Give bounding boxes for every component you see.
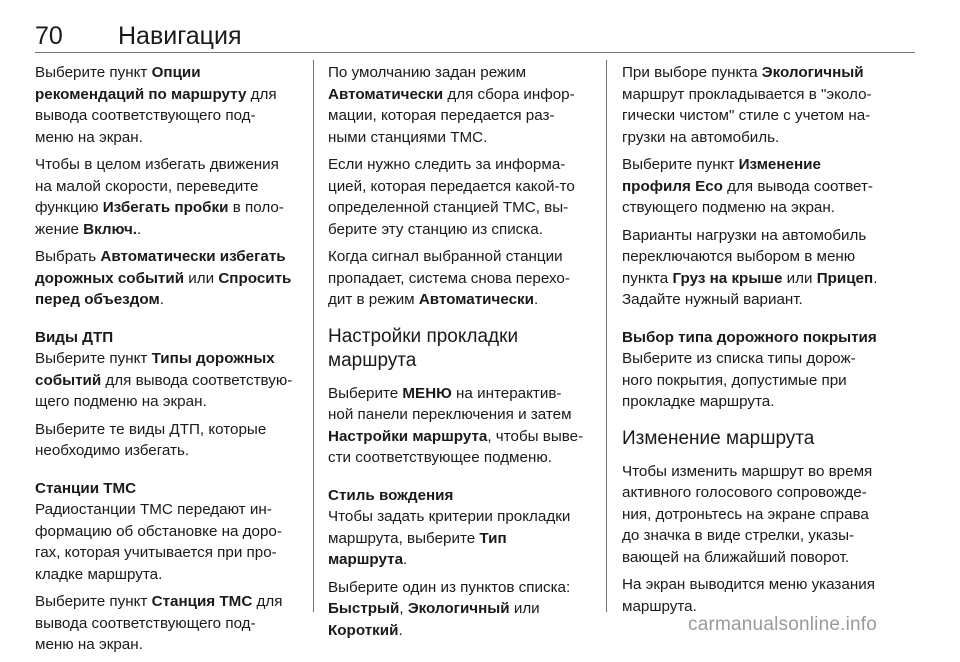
- heading-route-settings: Настройки прокладки маршрута: [328, 325, 519, 371]
- paragraph: Чтобы в целом избегать движения на малой скорости, переведите функцию Избегать пробки в поло- жение Включ..: [35, 156, 284, 238]
- heading-change-route: Изменение маршрута: [622, 427, 815, 449]
- paragraph: Варианты нагрузки на автомобиль переключаются выбором в меню пункта Груз на крыше или Прицеп. Задайте нужный вариант.: [622, 226, 878, 308]
- paragraph: Если нужно следить за информа- цией, которая передается какой-то определенной станцией TMC, вы- берите эту станцию из списка.: [328, 156, 575, 238]
- paragraph: Чтобы изменить маршрут во время активного голосового сопровожде- ния, дотроньтесь на экране справа до значка в виде стрелки, указы- вающей на ближайший поворот.: [622, 462, 873, 566]
- page-header: [35, 22, 915, 52]
- paragraph: При выборе пункта Экологичный маршрут прокладывается в "эколо- гически чистом" стиле с учетом на- грузки на автомобиль.: [622, 64, 872, 146]
- page-number: 70: [35, 22, 63, 50]
- paragraph: Чтобы задать критерии прокладки маршрута, выберите Тип маршрута.: [328, 508, 571, 568]
- section-title: Навигация: [118, 22, 242, 50]
- paragraph: Радиостанции TMC передают ин- формацию об обстановке на доро- гах, которая учитывается при про- кладке маршрута.: [35, 501, 282, 583]
- subheading-incidents: Виды ДТП: [35, 328, 114, 346]
- paragraph: Выбрать Автоматически избегать дорожных событий или Спросить перед объездом.: [35, 248, 292, 308]
- paragraph: Выберите пункт Типы дорожных событий для вывода соответствую- щего подменю на экран.: [35, 350, 293, 410]
- paragraph: По умолчанию задан режим Автоматически для сбора инфор- мации, которая передается раз- ными станциями TMC.: [328, 64, 575, 146]
- column-divider-1: [313, 60, 314, 612]
- paragraph: Выберите пункт Опции рекомендаций по маршруту для вывода соответствующего под- меню на экран.: [35, 64, 277, 146]
- subheading-driving-style: Стиль вождения: [328, 486, 454, 504]
- column-divider-2: [606, 60, 607, 612]
- paragraph: На экран выводится меню указания маршрута.: [622, 576, 875, 615]
- paragraph: Выберите из списка типы дорож- ного покрытия, допустимые при прокладке маршрута.: [622, 350, 856, 410]
- watermark: carmanualsonline.info: [688, 614, 878, 635]
- column-1: [35, 62, 305, 662]
- column-2: [328, 62, 598, 647]
- column-3: [622, 62, 897, 623]
- paragraph: Выберите пункт Изменение профиля Eco для вывода соответ- ствующего подменю на экран.: [622, 156, 873, 216]
- paragraph: Выберите МЕНЮ на интерактив- ной панели переключения и затем Настройки маршрута, чтобы выве- сти соответствующее подменю.: [328, 384, 584, 466]
- paragraph: Выберите один из пунктов списка: Быстрый, Экологичный или Короткий.: [328, 578, 571, 639]
- subheading-road-surface: Выбор типа дорожного покрытия: [622, 328, 877, 346]
- paragraph: Когда сигнал выбранной станции пропадает, система снова перехо- дит в режим Автоматически.: [328, 248, 570, 308]
- paragraph: Выберите те виды ДТП, которые необходимо избегать.: [35, 420, 267, 459]
- paragraph: Выберите пункт Станция TMC для вывода соответствующего под- меню на экран.: [35, 593, 283, 653]
- header-rule: [35, 52, 915, 53]
- subheading-tmc: Станции TMC: [35, 479, 137, 497]
